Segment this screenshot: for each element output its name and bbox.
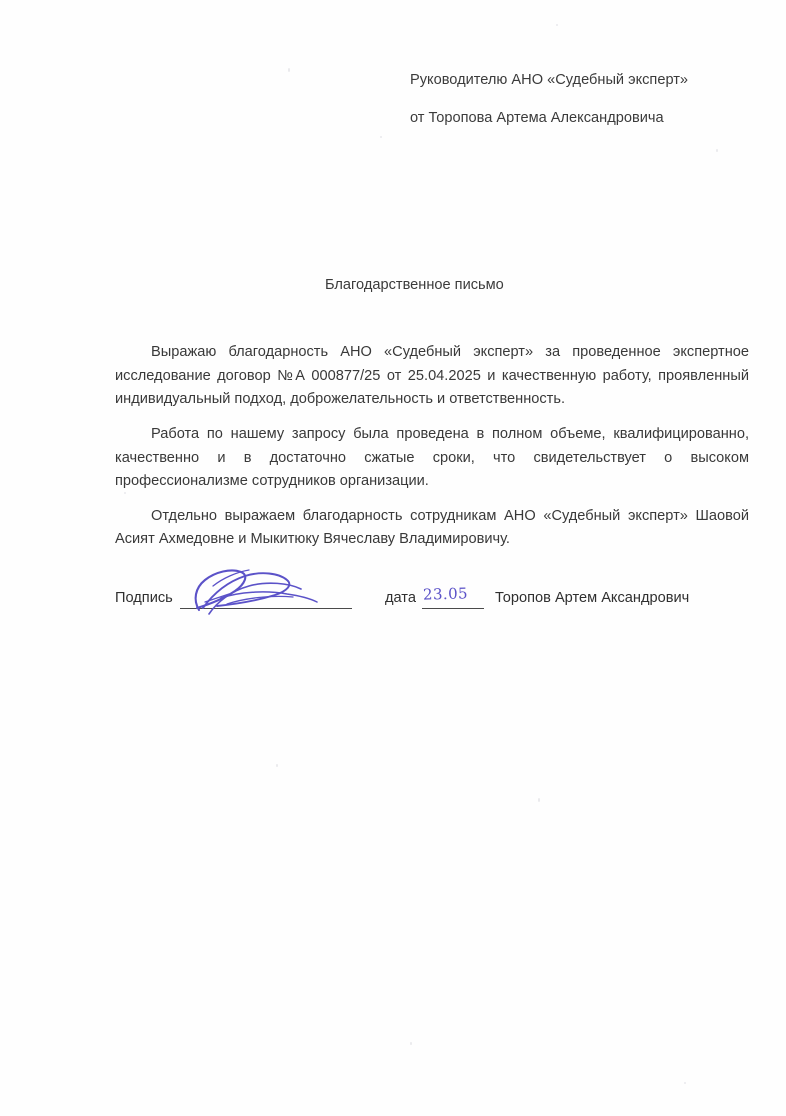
signature-label: Подпись (115, 590, 173, 606)
paragraph-1-text-end: и качественную работу, проявленный индивидуальный подход, доброжелательность и ответственность. (115, 367, 749, 408)
handwritten-date: 23.05 (422, 584, 469, 604)
scan-speckle (556, 24, 558, 26)
scan-speckle (716, 149, 718, 152)
contract-date: 25.04.2025 (407, 367, 481, 384)
date-label: дата (385, 590, 416, 606)
signature-block (115, 584, 749, 614)
sender-line: от Торопова Артема Александровича (410, 109, 664, 126)
scan-speckle (684, 1082, 686, 1084)
paragraph-1-text-start: Выражаю благодарность АНО «Судебный эксперт» за проведенное экспертное исследование договор (115, 344, 749, 384)
signer-name: Торопов Артем Аксандрович (495, 590, 690, 606)
signature-rule (180, 608, 352, 609)
paragraph-1-text-mid: от (380, 367, 408, 384)
scan-speckle (410, 1042, 412, 1045)
paragraph-staff-thanks: Отдельно выражаем благодарность сотрудникам АНО «Судебный эксперт» Шаовой Асият Ахмедовне и Мыкитюку Вячеславу Владимировичу. (115, 507, 749, 548)
scan-speckle (276, 764, 278, 767)
paragraph-gratitude (115, 341, 749, 412)
paragraph-work-quality: Работа по нашему запросу была проведена в полном объеме, квалифицированно, качественно и в достаточно сжатые сроки, что свидетельствует о высоком профессионализме сотрудников организации. (115, 425, 749, 490)
addressee-line: Руководителю АНО «Судебный эксперт» (410, 72, 689, 88)
scan-speckle (380, 136, 382, 138)
letter-body (115, 341, 749, 552)
scan-speckle (538, 798, 540, 802)
contract-number: №А 000877/25 (277, 367, 381, 384)
document-title: Благодарственное письмо (325, 277, 504, 293)
letter-header (410, 70, 740, 130)
date-rule (422, 608, 484, 609)
scan-speckle (288, 68, 290, 72)
